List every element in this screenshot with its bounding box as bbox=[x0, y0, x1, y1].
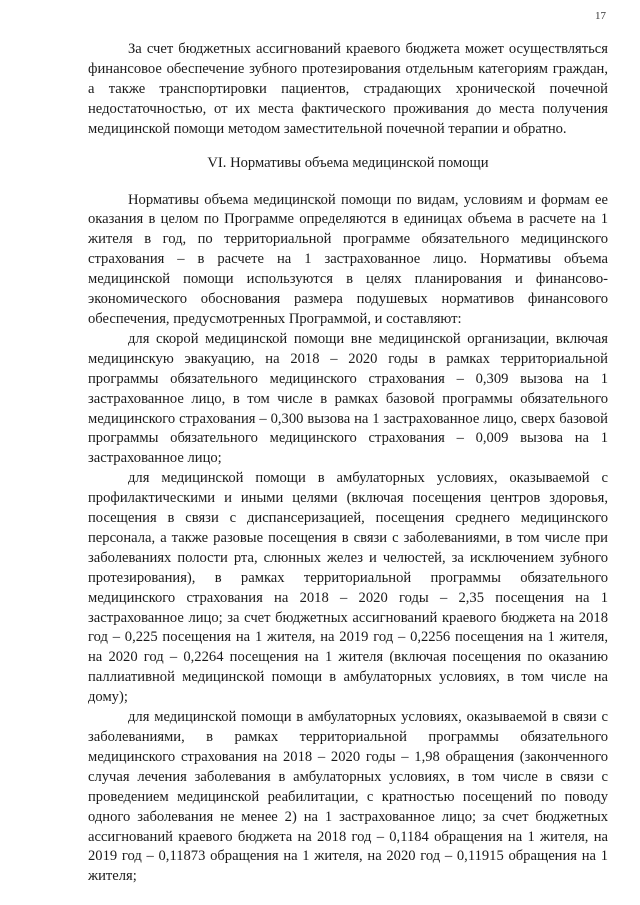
page-number: 17 bbox=[595, 10, 606, 22]
section-title: VI. Нормативы объема медицинской помощи bbox=[207, 154, 489, 171]
document-body bbox=[88, 40, 608, 887]
paragraph-outpatient-disease: для медицинской помощи в амбулаторных условиях, оказываемой в связи с заболеваниями, в рамках территориальной программы обязательного медицинского страхования на 2018 – 2020 годы – 1,98 обращения (законченного случая лечения заболевания в амбулаторных условиях, в том числе в связи с проведением медицинской реабилитации, с кратностью посещений по поводу одного заболевания не менее 2) на 1 застрахованное лицо; за счет бюджетных ассигнований краевого бюджета на 2018 год – 0,1184 обращения на 1 жителя, на 2019 год – 0,11873 обращения на 1 жителя, на 2020 год – 0,11915 обращения на 1 жителя; bbox=[88, 709, 608, 885]
paragraph-funding: За счет бюджетных ассигнований краевого бюджета может осуществляться финансовое обеспечение зубного протезирования отдельным категориям граждан, а также транспортировки пациентов, страдающих хронической почечной недостаточностью, от их места фактического проживания до места получения медицинской помощи методом заместительной почечной терапии и обратно. bbox=[88, 41, 608, 137]
paragraph-norms-intro: Нормативы объема медицинской помощи по видам, условиям и формам ее оказания в целом по Программе определяются в единицах объема в расчете на 1 жителя в год, по территориальной программе обязательного медицинского страхования – в расчете на 1 застрахованное лицо. Нормативы объема медицинской помощи используются в целях планирования и финансово-экономического обоснования размера подушевых нормативов финансового обеспечения, предусмотренных Программой, и составляют: bbox=[88, 191, 608, 327]
paragraph-outpatient-preventive: для медицинской помощи в амбулаторных условиях, оказываемой с профилактическими и иными целями (включая посещения центров здоровья, посещения в связи с диспансеризацией, посещения среднего медицинского персонала, а также разовые посещения в связи с заболеваниями, в том числе при заболеваниях полости рта, слюнных желез и челюстей, за исключением зубного протезирования), в рамках территориальной программы обязательного медицинского страхования на 2018 – 2020 годы – 2,35 посещения на 1 застрахованное лицо; за счет бюджетных ассигнований краевого бюджета на 2018 год – 0,225 посещения на 1 жителя, на 2019 год – 0,2256 посещения на 1 жителя, на 2020 год – 0,2264 посещения на 1 жителя (включая посещения по оказанию паллиативной медицинской помощи в амбулаторных условиях, в том числе на дому); bbox=[88, 470, 608, 706]
paragraph-emergency-care: для скорой медицинской помощи вне медицинской организации, включая медицинскую эвакуацию, на 2018 – 2020 годы в рамках территориальной программы обязательного медицинского страхования – 0,309 вызова на 1 застрахованное лицо, в том числе в рамках базовой программы обязательного медицинского страхования – 0,300 вызова на 1 застрахованное лицо, сверх базовой программы обязательного медицинского страхования – 0,009 вызова на 1 застрахованное лицо; bbox=[88, 330, 608, 467]
